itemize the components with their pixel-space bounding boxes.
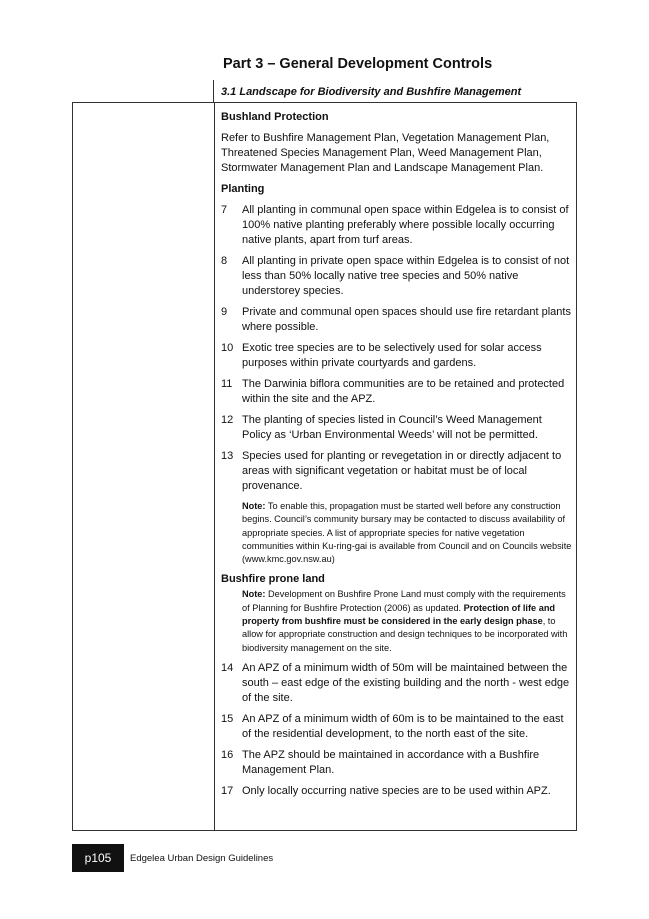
bushfire-heading: Bushfire prone land [221,573,325,586]
item-number: 7 [221,204,228,216]
item-text: Only locally occurring native species are to be used within APZ. [242,784,551,797]
list-item [221,784,573,799]
bushfire-note [242,588,573,654]
note-label: Note: [242,501,266,511]
item-number: 15 [221,712,234,725]
planting-note [242,500,573,566]
item-text: The planting of species listed in Council’s Weed Management Policy as ‘Urban Environmental Weeds’ will not be permitted. [242,414,542,441]
item-number: 13 [221,450,234,462]
item-text: Species used for planting or revegetation in or directly adjacent to areas with significant vegetation or habitat must be of local provenance. [242,450,562,492]
note-text: Development on Bushfire Prone Land must comply with the requirements of Planning for Bushfire Protection (2006) as updated. [242,589,566,613]
item-text: All planting in private open space within Edgelea is to consist of not less than 50% locally native tree species and 50% native understorey species. [242,255,570,297]
item-text: All planting in communal open space within Edgelea is to consist of 100% native planting preferably where possible locally occurring native plants, apart from turf areas. [242,204,569,246]
list-item [221,661,573,706]
page-number-badge: p105 [72,844,124,872]
note-emphasis: Protection of life and property from bushfire must be considered in the early design phase [242,602,556,627]
list-item [221,377,573,407]
bushland-heading: Bushland Protection [221,111,329,123]
footer-doc-title: Edgelea Urban Design Guidelines [130,853,274,864]
item-number: 14 [221,661,234,674]
note-text: To enable this, propagation must be started well before any construction begins. Council’s community bursary may be contacted to discuss availability of appropriate species. A list of appropriate species for native vegetation communities within Ku-ring-gai is available from Council and on Councils website (www.kmc.gov.nsw.au) [242,501,572,565]
list-item [221,203,573,248]
content-column [221,110,573,799]
list-item [221,341,573,371]
table-divider [214,103,215,830]
item-number: 12 [221,414,234,426]
item-text: Private and communal open spaces should use fire retardant plants where possible. [242,306,571,333]
item-text: Exotic tree species are to be selectively used for solar access purposes within private courtyards and gardens. [242,342,542,369]
note-text: , to allow for appropriate construction and design techniques to be incorporated with biodiversity management on the site. [242,616,568,653]
planting-heading: Planting [221,183,265,195]
item-text: An APZ of a minimum width of 50m will be maintained between the south – east edge of the existing building and the north - west edge of the site. [242,661,570,704]
list-item [221,449,573,494]
list-item [221,305,573,335]
list-item [221,712,573,742]
item-number: 17 [221,784,234,797]
item-text: The APZ should be maintained in accordance with a Bushfire Management Plan. [242,748,540,776]
list-item [221,748,573,778]
page-title: Part 3 – General Development Controls [223,56,493,72]
item-number: 9 [221,306,228,318]
list-item [221,254,573,299]
list-item [221,413,573,443]
item-number: 11 [221,378,233,390]
note-label: Note: [242,589,266,600]
item-number: 16 [221,748,234,761]
item-number: 8 [221,255,228,267]
item-text: An APZ of a minimum width of 60m is to be maintained to the east of the residential development, to the north east of the site. [242,712,564,740]
item-number: 10 [221,342,234,354]
section-heading: 3.1 Landscape for Biodiversity and Bushfire Management [221,86,522,98]
bushland-text: Refer to Bushfire Management Plan, Vegetation Management Plan, Threatened Species Management Plan, Weed Management Plan, Stormwater Management Plan and Landscape Management Plan. [221,132,550,174]
column-rule [213,80,214,102]
item-text: The Darwinia biflora communities are to be retained and protected within the site and the APZ. [242,378,565,405]
